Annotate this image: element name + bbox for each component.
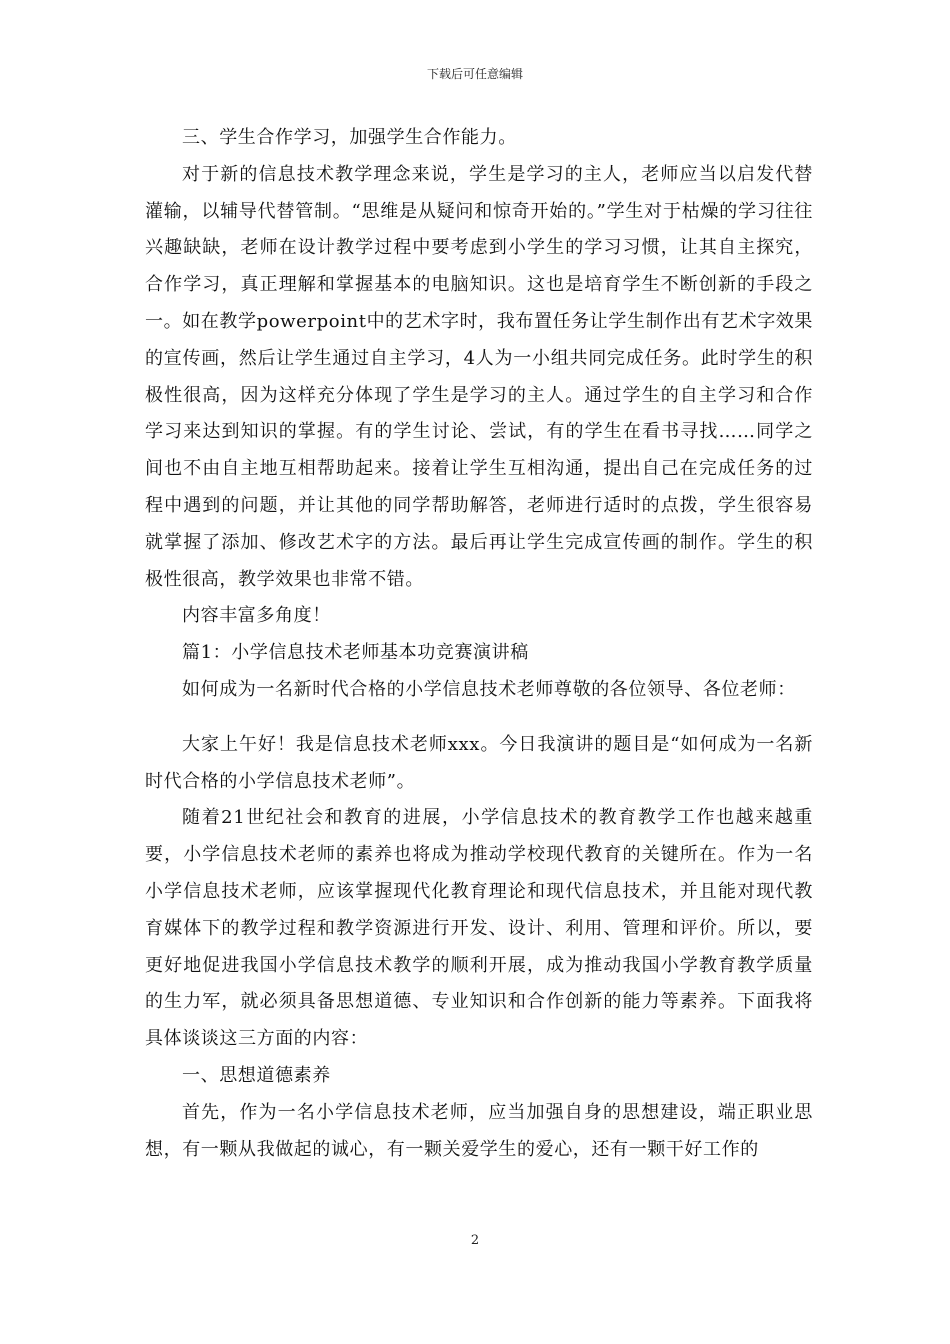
section-heading-cooperation: 三、学生合作学习，加强学生合作能力。 bbox=[182, 127, 517, 148]
paragraph-cooperative-learning: 对于新的信息技术教学理念来说，学生是学习的主人，老师应当以启发代替灌输，以辅导代替管制。“思维是从疑问和惊奇开始的。”学生对于枯燥的学习往往兴趣缺缺，老师在设计教学过程中要考虑到小学生的学习习惯，让其自主探究，合作学习，真正理解和掌握基本的电脑知识。这也是培育学生不断创新的手段之一。如在教学powerpoint中的艺术字时，我布置任务让学生制作出有艺术字效果的宣传画，然后让学生通过自主学习，4人为一小组共同完成任务。此时学生的积极性很高，因为这样充分体现了学生是学习的主人。通过学生的自主学习和合作学习来达到知识的掌握。有的学生讨论、尝试，有的学生在看书寻找……同学之间也不由自主地互相帮助起来。接着让学生互相沟通，提出自己在完成任务的过程中遇到的问题，并让其他的同学帮助解答，老师进行适时的点拨，学生很容易就掌握了添加、修改艺术字的方法。最后再让学生完成宣传画的制作。学生的积极性很高，教学效果也非常不错。 bbox=[145, 163, 813, 590]
paragraph-development: 随着21世纪社会和教育的进展，小学信息技术的教育教学工作也越来越重要，小学信息技术老师的素养也将成为推动学校现代教育的关键所在。作为一名小学信息技术老师，应该掌握现代化教育理论和现代信息技术，并且能对现代教育媒体下的教学过程和教学资源进行开发、设计、利用、管理和评价。所以，要更好地促进我国小学信息技术教学的顺利开展，成为推动我国小学教育教学质量的生力军，就必须具备思想道德、专业知识和合作创新的能力等素养。下面我将具体谈谈这三方面的内容： bbox=[145, 807, 813, 1050]
paragraph-greeting: 大家上午好！我是信息技术老师xxx。今日我演讲的题目是“如何成为一名新时代合格的小学信息技术老师”。 bbox=[145, 733, 813, 792]
article-title: 篇1：小学信息技术老师基本功竞赛演讲稿 bbox=[182, 642, 529, 664]
document-body bbox=[145, 120, 813, 1168]
section-heading-morality: 一、思想道德素养 bbox=[182, 1064, 331, 1086]
page-number: 2 bbox=[470, 1233, 480, 1248]
page-header: 下载后可任意编辑 bbox=[426, 67, 523, 81]
paragraph-first: 首先，作为一名小学信息技术老师，应当加强自身的思想建设，端正职业思想，有一颗从我做起的诚心，有一颗关爱学生的爱心，还有一颗干好工作的 bbox=[145, 1101, 813, 1160]
speech-salutation: 如何成为一名新时代合格的小学信息技术老师尊敬的各位领导、各位老师： bbox=[182, 678, 796, 700]
paragraph-rich-content: 内容丰富多角度！ bbox=[182, 605, 331, 627]
blank-line bbox=[145, 709, 813, 727]
